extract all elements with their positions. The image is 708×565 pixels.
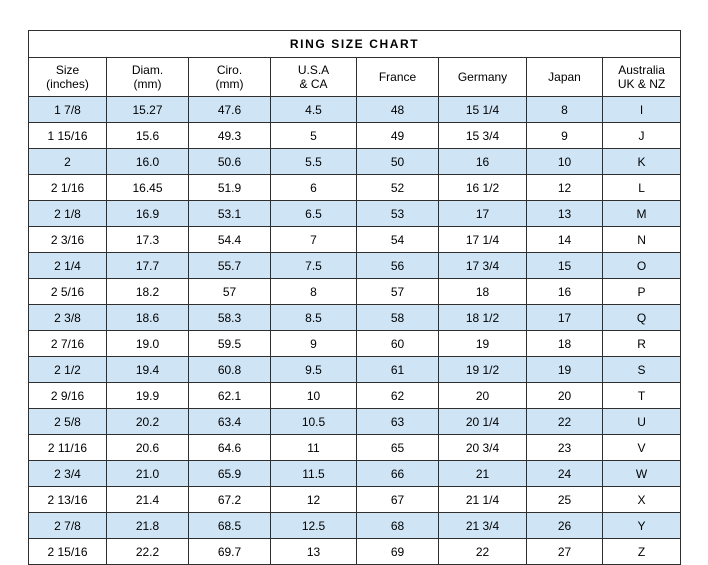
- cell-germany: 20: [439, 383, 527, 409]
- cell-australia-uk-nz: Q: [603, 305, 681, 331]
- ring-size-chart: [28, 30, 680, 565]
- cell-diameter: 18.6: [107, 305, 189, 331]
- cell-diameter: 19.4: [107, 357, 189, 383]
- column-header-diameter: [107, 58, 189, 97]
- cell-size: 2 1/4: [29, 253, 107, 279]
- cell-japan: 25: [527, 487, 603, 513]
- cell-size: 2 3/4: [29, 461, 107, 487]
- table-header: [29, 31, 681, 97]
- cell-france: 50: [357, 149, 439, 175]
- cell-circumference: 63.4: [189, 409, 271, 435]
- cell-diameter: 19.9: [107, 383, 189, 409]
- cell-circumference: 68.5: [189, 513, 271, 539]
- cell-diameter: 15.27: [107, 97, 189, 123]
- cell-diameter: 20.6: [107, 435, 189, 461]
- table-row: [29, 227, 681, 253]
- column-header-row: [29, 58, 681, 97]
- cell-diameter: 21.0: [107, 461, 189, 487]
- cell-diameter: 16.45: [107, 175, 189, 201]
- cell-usa-ca: 7.5: [271, 253, 357, 279]
- cell-japan: 10: [527, 149, 603, 175]
- cell-circumference: 53.1: [189, 201, 271, 227]
- cell-usa-ca: 6: [271, 175, 357, 201]
- cell-usa-ca: 12.5: [271, 513, 357, 539]
- cell-france: 68: [357, 513, 439, 539]
- cell-size: 2 1/16: [29, 175, 107, 201]
- cell-germany: 19: [439, 331, 527, 357]
- cell-size: 2 15/16: [29, 539, 107, 565]
- cell-circumference: 59.5: [189, 331, 271, 357]
- cell-diameter: 22.2: [107, 539, 189, 565]
- cell-japan: 13: [527, 201, 603, 227]
- cell-circumference: 47.6: [189, 97, 271, 123]
- cell-usa-ca: 6.5: [271, 201, 357, 227]
- cell-germany: 18: [439, 279, 527, 305]
- cell-france: 57: [357, 279, 439, 305]
- cell-australia-uk-nz: S: [603, 357, 681, 383]
- cell-australia-uk-nz: R: [603, 331, 681, 357]
- cell-france: 49: [357, 123, 439, 149]
- cell-circumference: 51.9: [189, 175, 271, 201]
- cell-australia-uk-nz: Z: [603, 539, 681, 565]
- column-header-circumference-line1: Ciro.: [216, 63, 243, 77]
- cell-france: 69: [357, 539, 439, 565]
- cell-size: 2 13/16: [29, 487, 107, 513]
- ring-size-table: [28, 30, 681, 565]
- table-row: [29, 149, 681, 175]
- column-header-size: [29, 58, 107, 97]
- table-body: [29, 97, 681, 565]
- table-row: [29, 461, 681, 487]
- column-header-germany-line1: Germany: [457, 70, 508, 84]
- cell-usa-ca: 9: [271, 331, 357, 357]
- cell-usa-ca: 10.5: [271, 409, 357, 435]
- cell-france: 54: [357, 227, 439, 253]
- cell-japan: 23: [527, 435, 603, 461]
- column-header-usa-ca-line1: U.S.A: [297, 63, 330, 77]
- table-row: [29, 253, 681, 279]
- cell-diameter: 21.8: [107, 513, 189, 539]
- cell-japan: 15: [527, 253, 603, 279]
- cell-circumference: 55.7: [189, 253, 271, 279]
- cell-australia-uk-nz: J: [603, 123, 681, 149]
- column-header-size-line1: Size: [55, 63, 80, 77]
- cell-germany: 15 1/4: [439, 97, 527, 123]
- cell-size: 1 7/8: [29, 97, 107, 123]
- cell-circumference: 67.2: [189, 487, 271, 513]
- cell-japan: 12: [527, 175, 603, 201]
- cell-france: 58: [357, 305, 439, 331]
- cell-japan: 14: [527, 227, 603, 253]
- cell-france: 63: [357, 409, 439, 435]
- cell-circumference: 58.3: [189, 305, 271, 331]
- cell-size: 2 11/16: [29, 435, 107, 461]
- cell-australia-uk-nz: I: [603, 97, 681, 123]
- cell-size: 2 7/16: [29, 331, 107, 357]
- cell-diameter: 20.2: [107, 409, 189, 435]
- cell-australia-uk-nz: K: [603, 149, 681, 175]
- cell-france: 52: [357, 175, 439, 201]
- column-header-diameter-line2: (mm): [133, 77, 162, 91]
- cell-size: 2: [29, 149, 107, 175]
- cell-usa-ca: 9.5: [271, 357, 357, 383]
- column-header-australia-uk-nz-line2: UK & NZ: [617, 77, 666, 91]
- column-header-japan-line1: Japan: [548, 70, 581, 84]
- cell-size: 2 1/8: [29, 201, 107, 227]
- column-header-circumference: [189, 58, 271, 97]
- cell-diameter: 16.9: [107, 201, 189, 227]
- table-row: [29, 97, 681, 123]
- cell-circumference: 64.6: [189, 435, 271, 461]
- cell-circumference: 69.7: [189, 539, 271, 565]
- cell-usa-ca: 11: [271, 435, 357, 461]
- title-row: [29, 31, 681, 58]
- cell-usa-ca: 8: [271, 279, 357, 305]
- table-row: [29, 279, 681, 305]
- column-header-size-line2: (inches): [46, 77, 89, 91]
- cell-size: 1 15/16: [29, 123, 107, 149]
- cell-germany: 21 1/4: [439, 487, 527, 513]
- column-header-australia-uk-nz-line1: Australia: [618, 63, 665, 77]
- cell-france: 62: [357, 383, 439, 409]
- cell-usa-ca: 5.5: [271, 149, 357, 175]
- cell-france: 67: [357, 487, 439, 513]
- cell-size: 2 3/16: [29, 227, 107, 253]
- cell-usa-ca: 5: [271, 123, 357, 149]
- cell-germany: 16 1/2: [439, 175, 527, 201]
- cell-diameter: 15.6: [107, 123, 189, 149]
- cell-usa-ca: 4.5: [271, 97, 357, 123]
- table-row: [29, 409, 681, 435]
- column-header-japan: [527, 58, 603, 97]
- cell-france: 66: [357, 461, 439, 487]
- cell-circumference: 54.4: [189, 227, 271, 253]
- column-header-circumference-line2: (mm): [215, 77, 244, 91]
- cell-france: 53: [357, 201, 439, 227]
- cell-diameter: 17.7: [107, 253, 189, 279]
- cell-circumference: 65.9: [189, 461, 271, 487]
- cell-japan: 9: [527, 123, 603, 149]
- cell-germany: 20 3/4: [439, 435, 527, 461]
- cell-diameter: 17.3: [107, 227, 189, 253]
- cell-france: 56: [357, 253, 439, 279]
- cell-japan: 20: [527, 383, 603, 409]
- cell-usa-ca: 10: [271, 383, 357, 409]
- cell-size: 2 7/8: [29, 513, 107, 539]
- column-header-usa-ca: [271, 58, 357, 97]
- column-header-usa-ca-line2: & CA: [299, 77, 328, 91]
- cell-australia-uk-nz: Y: [603, 513, 681, 539]
- cell-australia-uk-nz: O: [603, 253, 681, 279]
- cell-diameter: 21.4: [107, 487, 189, 513]
- cell-diameter: 19.0: [107, 331, 189, 357]
- cell-japan: 18: [527, 331, 603, 357]
- cell-australia-uk-nz: X: [603, 487, 681, 513]
- column-header-australia-uk-nz: [603, 58, 681, 97]
- cell-diameter: 18.2: [107, 279, 189, 305]
- cell-diameter: 16.0: [107, 149, 189, 175]
- cell-size: 2 3/8: [29, 305, 107, 331]
- column-header-france: [357, 58, 439, 97]
- cell-france: 65: [357, 435, 439, 461]
- cell-france: 60: [357, 331, 439, 357]
- cell-australia-uk-nz: U: [603, 409, 681, 435]
- cell-japan: 8: [527, 97, 603, 123]
- cell-germany: 21: [439, 461, 527, 487]
- cell-australia-uk-nz: P: [603, 279, 681, 305]
- cell-germany: 21 3/4: [439, 513, 527, 539]
- cell-germany: 22: [439, 539, 527, 565]
- cell-australia-uk-nz: M: [603, 201, 681, 227]
- table-row: [29, 383, 681, 409]
- cell-circumference: 50.6: [189, 149, 271, 175]
- table-row: [29, 357, 681, 383]
- table-row: [29, 487, 681, 513]
- cell-japan: 16: [527, 279, 603, 305]
- cell-usa-ca: 11.5: [271, 461, 357, 487]
- cell-japan: 24: [527, 461, 603, 487]
- table-row: [29, 123, 681, 149]
- column-header-france-line1: France: [378, 70, 417, 84]
- cell-france: 48: [357, 97, 439, 123]
- cell-australia-uk-nz: L: [603, 175, 681, 201]
- cell-usa-ca: 7: [271, 227, 357, 253]
- cell-japan: 26: [527, 513, 603, 539]
- cell-australia-uk-nz: N: [603, 227, 681, 253]
- table-row: [29, 331, 681, 357]
- cell-australia-uk-nz: W: [603, 461, 681, 487]
- cell-circumference: 57: [189, 279, 271, 305]
- cell-australia-uk-nz: V: [603, 435, 681, 461]
- cell-germany: 17 1/4: [439, 227, 527, 253]
- column-header-germany: [439, 58, 527, 97]
- table-row: [29, 539, 681, 565]
- cell-germany: 18 1/2: [439, 305, 527, 331]
- table-row: [29, 435, 681, 461]
- cell-germany: 15 3/4: [439, 123, 527, 149]
- cell-japan: 27: [527, 539, 603, 565]
- table-row: [29, 513, 681, 539]
- cell-france: 61: [357, 357, 439, 383]
- cell-usa-ca: 13: [271, 539, 357, 565]
- cell-japan: 17: [527, 305, 603, 331]
- cell-size: 2 5/8: [29, 409, 107, 435]
- cell-usa-ca: 8.5: [271, 305, 357, 331]
- table-row: [29, 201, 681, 227]
- cell-germany: 17: [439, 201, 527, 227]
- cell-circumference: 49.3: [189, 123, 271, 149]
- column-header-diameter-line1: Diam.: [131, 63, 164, 77]
- cell-germany: 16: [439, 149, 527, 175]
- table-row: [29, 305, 681, 331]
- cell-japan: 19: [527, 357, 603, 383]
- cell-australia-uk-nz: T: [603, 383, 681, 409]
- cell-size: 2 1/2: [29, 357, 107, 383]
- chart-title: RING SIZE CHART: [29, 31, 681, 58]
- cell-germany: 19 1/2: [439, 357, 527, 383]
- cell-japan: 22: [527, 409, 603, 435]
- cell-size: 2 5/16: [29, 279, 107, 305]
- cell-germany: 17 3/4: [439, 253, 527, 279]
- cell-usa-ca: 12: [271, 487, 357, 513]
- cell-circumference: 62.1: [189, 383, 271, 409]
- cell-germany: 20 1/4: [439, 409, 527, 435]
- cell-size: 2 9/16: [29, 383, 107, 409]
- cell-circumference: 60.8: [189, 357, 271, 383]
- table-row: [29, 175, 681, 201]
